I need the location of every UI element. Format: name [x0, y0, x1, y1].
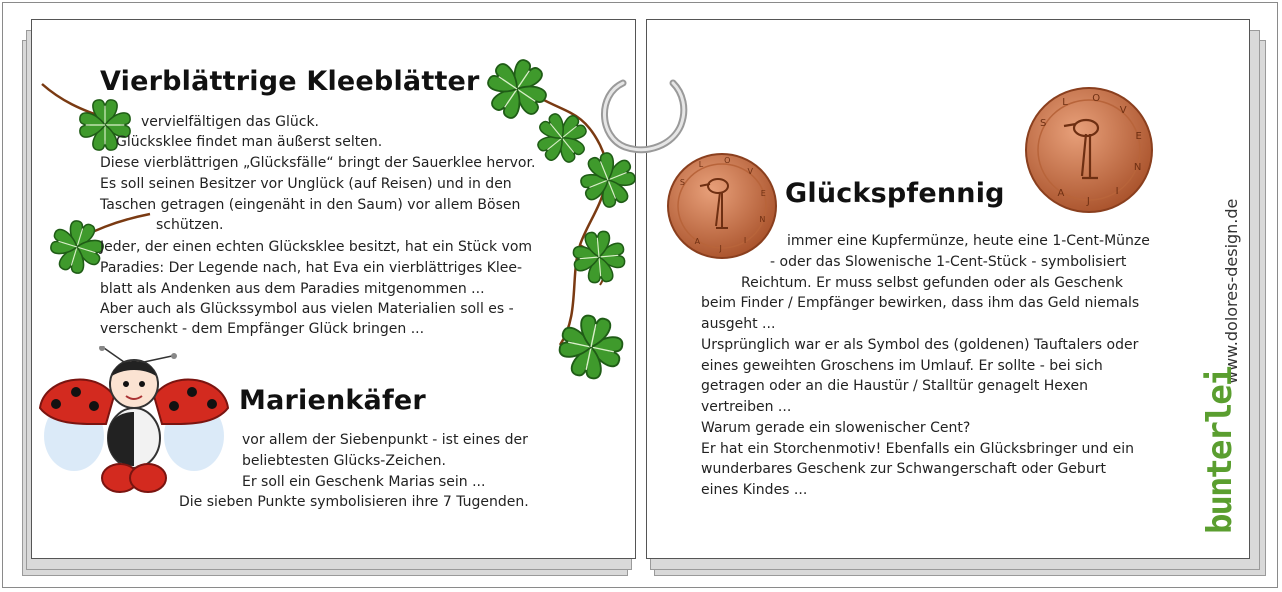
coin-letter: V: [747, 167, 753, 177]
coin-letter: I: [743, 235, 747, 245]
coin-letter: E: [1135, 131, 1142, 143]
coin-letter: O: [1092, 92, 1101, 104]
coin-letter: L: [698, 160, 704, 170]
brand-url: www.dolores-design.de: [1222, 198, 1241, 384]
penny-text-line: ausgeht ...: [701, 316, 776, 332]
coin-letter: J: [719, 243, 722, 253]
ladybug-text-line: vor allem der Siebenpunkt - ist eines der: [242, 432, 528, 448]
coin-small: [666, 152, 778, 260]
clover-text-line: verschenkt - dem Empfänger Glück bringen ...: [100, 321, 425, 337]
clover-leaf-icon: [48, 218, 106, 276]
ladybug-text-line: Die sieben Punkte symbolisieren ihre 7 Tugenden.: [179, 494, 529, 510]
clover-text-line: blatt als Andenken aus dem Paradies mitgenommen ...: [100, 281, 485, 297]
penny-text-line: - oder das Slowenische 1-Cent-Stück - symbolisiert: [770, 254, 1127, 270]
penny-title: Glückspfennig: [785, 178, 1005, 209]
penny-text-line: eines Kindes ...: [701, 482, 808, 498]
coin-letter: N: [1133, 161, 1142, 173]
ladybug-text-line: Er soll ein Geschenk Marias sein ...: [242, 474, 486, 490]
penny-text-line: wunderbares Geschenk zur Schwangerschaft oder Geburt: [701, 461, 1106, 477]
clover-text-line: Glücksklee findet man äußerst selten.: [116, 134, 383, 150]
penny-text-line: Er hat ein Storchenmotiv! Ebenfalls ein Glücksbringer und ein: [701, 441, 1135, 457]
penny-text-line: Warum gerade ein slowenischer Cent?: [701, 420, 971, 436]
penny-text-line: Reichtum. Er muss selbst gefunden oder als Geschenk: [741, 275, 1123, 291]
clover-text-line: schützen.: [156, 217, 224, 233]
coin-letter: N: [759, 215, 766, 225]
coin-letter: I: [1115, 186, 1119, 198]
clover-title: Vierblättrige Kleeblätter: [100, 66, 480, 97]
penny-text-line: Ursprünglich war er als Symbol des (goldenen) Tauftalers oder: [701, 337, 1139, 353]
clover-text-line: Es soll seinen Besitzer vor Unglück (auf Reisen) und in den: [100, 176, 512, 192]
coin-letter: S: [1039, 118, 1047, 129]
clover-text-line: vervielfältigen das Glück.: [141, 114, 320, 130]
clover-text-line: Aber auch als Glückssymbol aus vielen Materialien soll es -: [100, 301, 514, 317]
clover-text-line: Taschen getragen (eingenäht in den Saum) vor allem Bösen: [100, 197, 521, 213]
clover-leaf-icon: [556, 312, 626, 382]
coin-large: [1024, 86, 1154, 214]
penny-text-line: vertreiben ...: [701, 399, 792, 415]
penny-text-line: getragen oder an die Haustür / Stalltür genagelt Hexen: [701, 378, 1088, 394]
penny-text-line: beim Finder / Empfänger bewirken, dass ihm das Geld niemals: [701, 295, 1140, 311]
clover-leaf-icon: [578, 150, 638, 210]
coin-letter: E: [760, 189, 766, 199]
ladybug-title: Marienkäfer: [239, 385, 426, 416]
coin-letter: A: [694, 237, 701, 247]
coin-letter: V: [1119, 105, 1127, 117]
ladybug-illustration: [34, 346, 234, 496]
coin-letter: A: [1057, 188, 1065, 200]
clover-text-line: Paradies: Der Legende nach, hat Eva ein vierblättriges Klee-: [100, 260, 523, 276]
coin-letter: S: [679, 178, 685, 187]
penny-text-line: immer eine Kupfermünze, heute eine 1-Cent-Münze: [787, 233, 1150, 249]
penny-text-line: eines geweihten Groschens im Umlauf. Er sollte - bei sich: [701, 358, 1103, 374]
ladybug-text-line: beliebtesten Glücks-Zeichen.: [242, 453, 446, 469]
coin-letter: J: [1086, 195, 1090, 207]
brand-logo: bunterlei: [1200, 367, 1240, 534]
coin-letter: L: [1062, 97, 1068, 109]
clover-leaf-icon: [570, 228, 628, 286]
coin-letter: O: [724, 156, 731, 166]
clover-text-line: Jeder, der einen echten Glücksklee besitzt, hat ein Stück vom: [100, 239, 533, 255]
clover-text-line: Diese vierblättrigen „Glücksfälle“ bringt der Sauerklee hervor.: [100, 155, 536, 171]
